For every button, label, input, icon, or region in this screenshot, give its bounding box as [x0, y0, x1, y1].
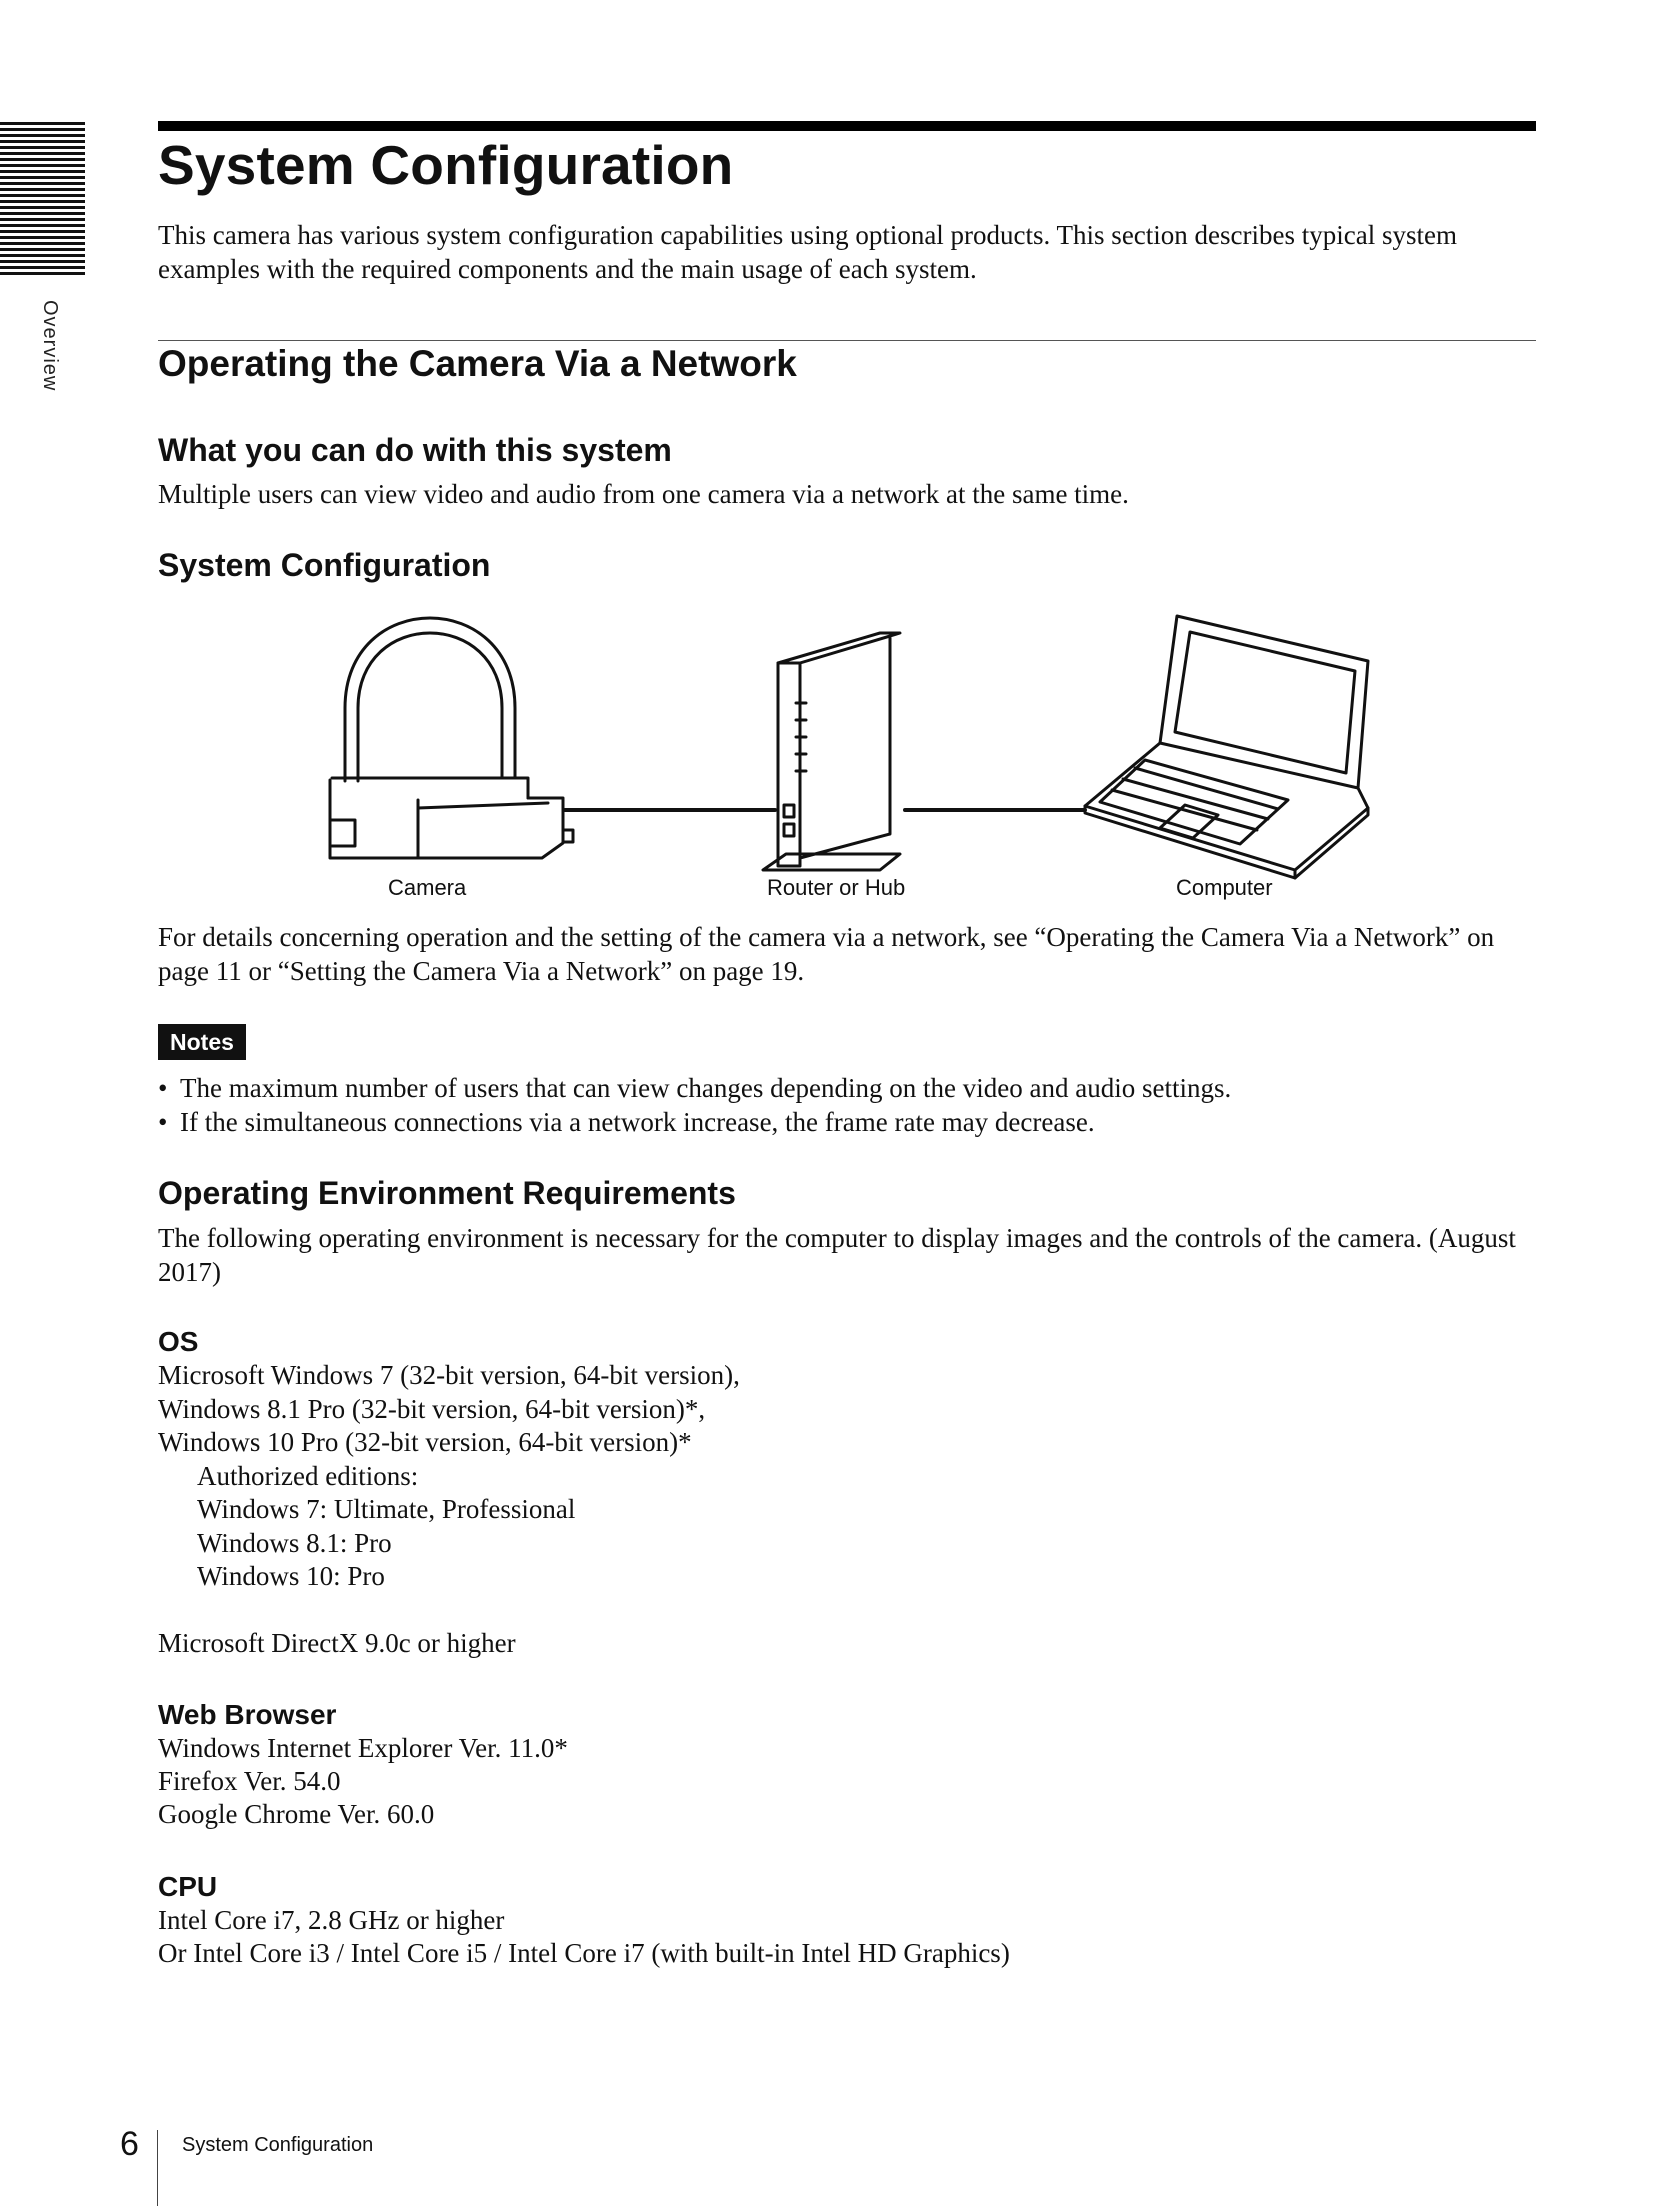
footer-divider: [157, 2130, 158, 2206]
notes-badge: Notes: [158, 1024, 246, 1060]
os-heading: OS: [158, 1326, 199, 1357]
footer-section-title: System Configuration: [182, 2134, 374, 2156]
cpu-line: Or Intel Core i3 / Intel Core i5 / Intel Core i7 (with built-in Intel HD Graphics): [158, 1938, 1010, 1968]
intro-paragraph: This camera has various system configuration capabilities using optional products. This section describes typical system examples with the required components and the main usage of each system.: [158, 220, 1457, 284]
directx-line: Microsoft DirectX 9.0c or higher: [158, 1628, 516, 1658]
web-browser-heading: Web Browser: [158, 1699, 337, 1730]
what-you-can-do-text: Multiple users can view video and audio from one camera via a network at the same time.: [158, 479, 1129, 509]
cpu-heading: CPU: [158, 1871, 218, 1902]
os-edition-line: Windows 10: Pro: [197, 1561, 385, 1591]
computer-illustration: [1085, 616, 1368, 878]
browser-line: Google Chrome Ver. 60.0: [158, 1799, 435, 1829]
page-title: System Configuration: [158, 134, 734, 196]
requirements-heading: Operating Environment Requirements: [158, 1175, 736, 1211]
section-rule: [158, 340, 1536, 341]
diagram-label-computer: Computer: [1176, 875, 1273, 900]
title-rule: [158, 121, 1536, 131]
section-title: Operating the Camera Via a Network: [158, 343, 797, 384]
browser-line: Firefox Ver. 54.0: [158, 1766, 341, 1796]
what-you-can-do-heading: What you can do with this system: [158, 432, 672, 468]
os-line: Windows 8.1 Pro (32-bit version, 64-bit version)*,: [158, 1394, 706, 1424]
diagram-label-router: Router or Hub: [767, 875, 906, 900]
system-configuration-heading: System Configuration: [158, 547, 491, 583]
side-tab-stripes: [0, 122, 85, 278]
side-tab-label: Overview: [39, 300, 61, 392]
os-edition-line: Windows 7: Ultimate, Professional: [197, 1494, 576, 1524]
os-edition-line: Authorized editions:: [197, 1461, 419, 1491]
page-number: 6: [120, 2125, 139, 2163]
note-item: • The maximum number of users that can view changes depending on the video and audio settings.: [158, 1073, 1232, 1103]
diagram-label-camera: Camera: [388, 875, 467, 900]
os-line: Microsoft Windows 7 (32-bit version, 64-bit version),: [158, 1360, 740, 1390]
os-line: Windows 10 Pro (32-bit version, 64-bit version)*: [158, 1427, 692, 1457]
cpu-line: Intel Core i7, 2.8 GHz or higher: [158, 1905, 505, 1935]
note-item: • If the simultaneous connections via a network increase, the frame rate may decrease.: [158, 1107, 1095, 1137]
router-illustration: [763, 633, 900, 870]
network-diagram: [160, 608, 1380, 908]
browser-line: Windows Internet Explorer Ver. 11.0*: [158, 1733, 568, 1763]
details-paragraph: For details concerning operation and the setting of the camera via a network, see “Operating the Camera Via a Network” on page 11 or “Setting the Camera Via a Network” on page 19.: [158, 922, 1495, 986]
camera-illustration: [330, 618, 573, 858]
os-edition-line: Windows 8.1: Pro: [197, 1528, 392, 1558]
requirements-text: The following operating environment is necessary for the computer to display images and the controls of the camera. (August 2017): [158, 1223, 1516, 1287]
